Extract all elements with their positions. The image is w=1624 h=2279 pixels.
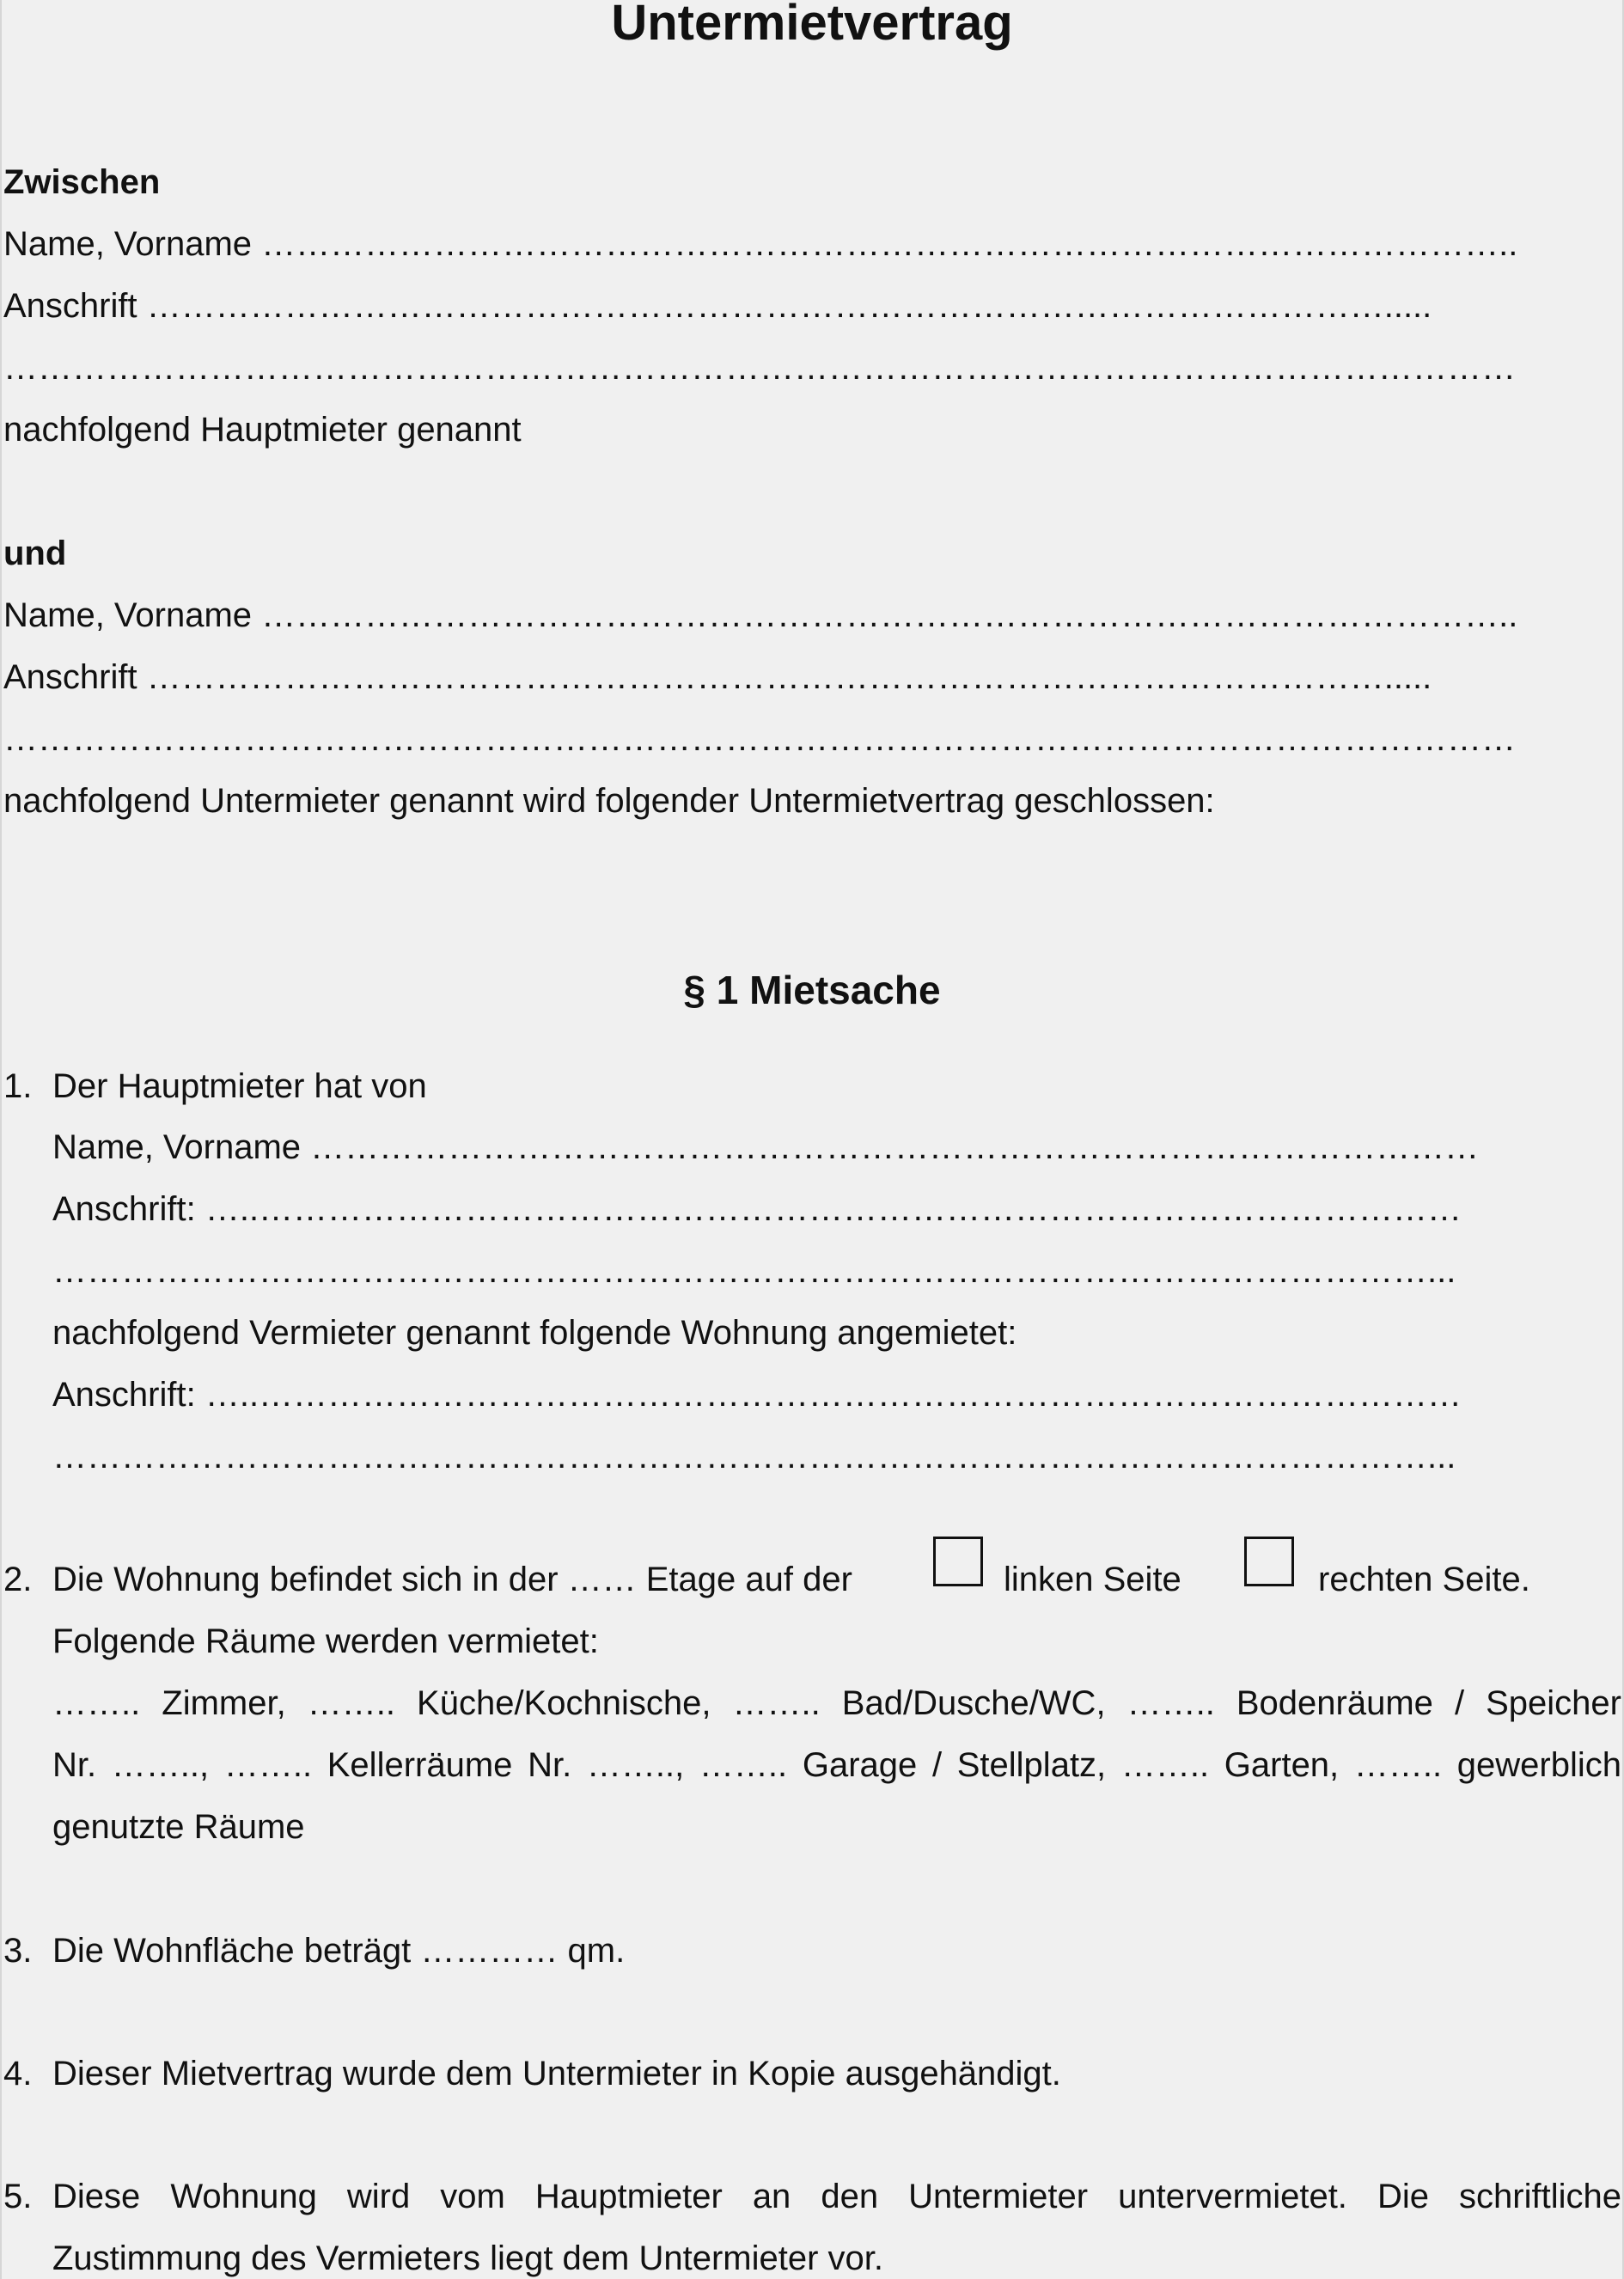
item-2-number: 2. [3,1561,33,1598]
item-1-line-1: Der Hauptmieter hat von [52,1067,427,1105]
zwischen-label: Zwischen [3,163,161,201]
item-2-rooms-intro: Folgende Räume werden vermietet: [52,1622,599,1660]
right-side-label: rechten Seite. [1318,1561,1530,1598]
vermieter-name-field: Name, Vorname ………………………………………………………………………………………… [52,1128,1480,1166]
page-left-edge [0,0,2,2279]
section-heading: § 1 Mietsache [683,968,941,1012]
vermieter-address-continuation: …………………………………………………………………………………………………………... [52,1252,1456,1290]
item-5-line-1: Diese Wohnung wird vom Hauptmieter an den Untermieter untervermietet. Die schriftliche [52,2178,1621,2215]
left-side-checkbox[interactable] [933,1537,983,1586]
item-2-rooms-line-3: genutzte Räume [52,1808,305,1846]
hauptmieter-address-field: Anschrift ………………………………………………………………………………………………..... [3,287,1432,325]
untermieter-address-continuation: …………………………………………………………………………………………………………………… [3,720,1516,758]
hauptmieter-name-field: Name, Vorname ……………………………………………………………………………………………….. [3,225,1518,263]
untermieter-address-field: Anschrift ………………………………………………………………………………………………..... [3,658,1432,696]
hauptmieter-address-continuation: …………………………………………………………………………………………………………………… [3,349,1516,387]
item-1-number: 1. [3,1067,33,1105]
item-2-rooms-line-1: …….. Zimmer, …….. Küche/Kochnische, …….. Bad/Dusche/WC, …….. Bodenräume / Speicher [52,1684,1621,1722]
hauptmieter-note: nachfolgend Hauptmieter genannt [3,411,522,449]
item-4-number: 4. [3,2055,33,2093]
item-2-rooms-line-2: Nr. …….., …….. Kellerräume Nr. …….., …….. Garage / Stellplatz, …….. Garten, …….. gewerblich [52,1746,1621,1784]
item-3-number: 3. [3,1932,33,1970]
wohnflaeche-field: Die Wohnfläche beträgt ………… qm. [52,1932,626,1970]
vermieter-address-field: Anschrift: …..…………………………………………………………………………………………… [52,1190,1462,1228]
untermieter-name-field: Name, Vorname ……………………………………………………………………………………………….. [3,596,1518,634]
item-5-line-2: Zustimmung des Vermieters liegt dem Untermieter vor. [52,2239,884,2277]
right-side-checkbox[interactable] [1244,1537,1294,1586]
wohnung-address-field: Anschrift: …..…………………………………………………………………………………………… [52,1376,1462,1414]
item-4-text: Dieser Mietvertrag wurde dem Untermieter in Kopie ausgehändigt. [52,2055,1061,2093]
item-1-note: nachfolgend Vermieter genannt folgende Wohnung angemietet: [52,1314,1017,1352]
untermieter-note: nachfolgend Untermieter genannt wird folgender Untermietvertrag geschlossen: [3,782,1215,820]
und-label: und [3,535,67,572]
wohnung-address-continuation: …………………………………………………………………………………………………………... [52,1438,1456,1476]
item-5-number: 5. [3,2178,33,2215]
item-2-floor-text: Die Wohnung befindet sich in der …… Etage auf der [52,1561,852,1598]
document-title: Untermietvertrag [611,0,1013,51]
left-side-label: linken Seite [1004,1561,1181,1598]
